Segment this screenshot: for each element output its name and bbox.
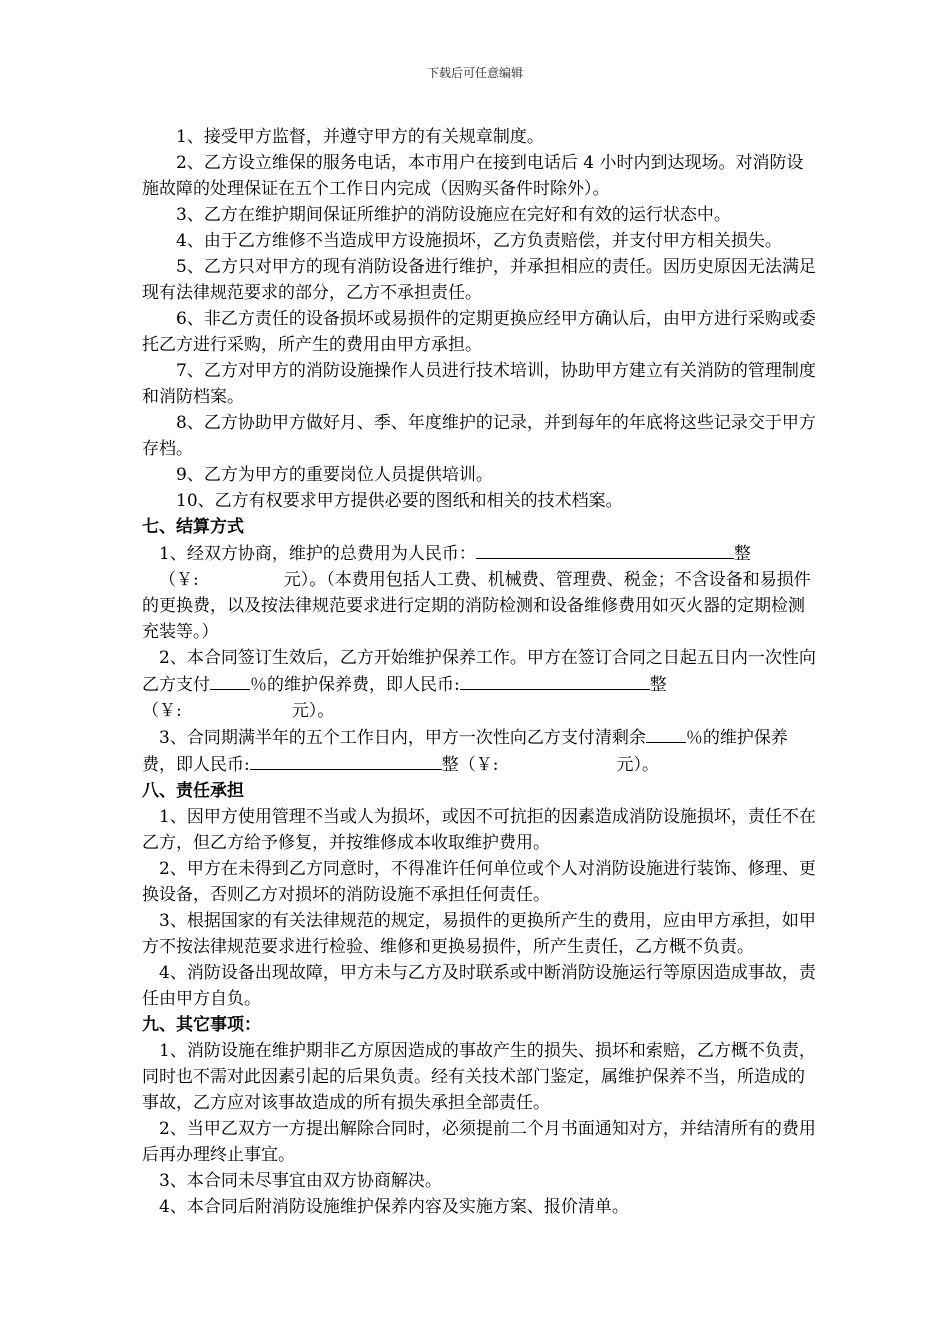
clause-item: 7、乙方对甲方的消防设施操作人员进行技术培训，协助甲方建立有关消防的管理制度和消防档案。 bbox=[142, 361, 816, 407]
other-item: 2、当甲乙双方一方提出解除合同时，必须提前二个月书面通知对方，并结清所有的费用后再办理终止事宜。 bbox=[142, 1119, 816, 1165]
liability-item: 4、消防设备出现故障，甲方未与乙方及时联系或中断消防设施运行等原因造成事故，责任由甲方自负。 bbox=[142, 963, 816, 1009]
settlement-text: 1、经双方协商，维护的总费用为人民币： bbox=[159, 544, 476, 564]
clause-item: 9、乙方为甲方的重要岗位人员提供培训。 bbox=[176, 465, 493, 485]
other-item: 1、消防设施在维护期非乙方原因造成的事故产生的损失、损坏和索赔，乙方概不负责，同时也不需对此因素引起的后果负责。经有关技术部门鉴定，属维护保养不当，所造成的事故，乙方应对该事故造成的所有损失承担全部责任。 bbox=[142, 1041, 816, 1113]
settlement-text: 整（￥: bbox=[441, 755, 499, 775]
clause-item: 10、乙方有权要求甲方提供必要的图纸和相关的技术档案。 bbox=[176, 491, 623, 511]
settlement-text: 整 bbox=[649, 675, 667, 695]
clause-item: 2、乙方设立维保的服务电话，本市用户在接到电话后 4 小时内到达现场。对消防设施故障的处理保证在五个工作日内完成（因购买备件时除外）。 bbox=[142, 153, 804, 199]
settlement-text: 整 bbox=[733, 544, 751, 564]
settlement-text: （￥: bbox=[142, 701, 182, 721]
settlement-paragraph-2 bbox=[142, 645, 817, 724]
clause-item: 3、乙方在维护期间保证所维护的消防设施应在完好和有效的运行状态中。 bbox=[176, 205, 731, 225]
header-note: 下载后可任意编辑 bbox=[426, 66, 523, 80]
settlement-text: 元）。 bbox=[616, 755, 659, 775]
settlement-text: （￥: bbox=[159, 570, 199, 590]
section-heading-settlement: 七、结算方式 bbox=[142, 517, 244, 537]
settlement-text: ％的维护保养费，即人民币: bbox=[142, 728, 788, 775]
settlement-paragraph-3 bbox=[142, 724, 817, 778]
settlement-text: 3、合同期满半年的五个工作日内，甲方一次性向乙方支付清剩余 bbox=[159, 728, 646, 748]
settlement-text: 元）。 bbox=[291, 701, 335, 721]
percent-blank bbox=[646, 724, 686, 743]
other-item: 3、本合同未尽事宜由双方协商解决。 bbox=[159, 1171, 442, 1191]
clause-item: 8、乙方协助甲方做好月、季、年度维护的记录，并到每年的年底将这些记录交于甲方存档。 bbox=[142, 413, 816, 459]
section-heading-other: 九、其它事项： bbox=[142, 1015, 261, 1035]
settlement-text: ％的维护保养费，即人民币: bbox=[250, 675, 460, 695]
clause-item: 5、乙方只对甲方的现有消防设备进行维护，并承担相应的责任。因历史原因无法满足现有法律规范要求的部分，乙方不承担责任。 bbox=[142, 257, 816, 303]
settlement-text: 2、本合同签订生效后，乙方开始维护保养工作。甲方在签订合同之日起五日内一次性向乙方支付 bbox=[142, 648, 816, 695]
liability-item: 3、根据国家的有关法律规范的规定，易损件的更换所产生的费用，应由甲方承担，如甲方不按法律规范要求进行检验、维修和更换易损件，所产生责任，乙方概不负责。 bbox=[142, 911, 816, 957]
amount-blank bbox=[250, 751, 442, 770]
settlement-text: 元）。（本费用包括人工费、机械费、管理费、税金；不含设备和易损件的更换费，以及按法律规范要求进行定期的消防检测和设备维修费用如灭火器的定期检测充装等。） bbox=[142, 570, 811, 642]
percent-blank bbox=[210, 671, 250, 690]
section-heading-liability: 八、责任承担 bbox=[142, 781, 244, 801]
liability-item: 2、甲方在未得到乙方同意时，不得准许任何单位或个人对消防设施进行装饰、修理、更换设备，否则乙方对损坏的消防设施不承担任何责任。 bbox=[142, 859, 816, 905]
settlement-paragraph-1 bbox=[142, 540, 817, 645]
clause-item: 1、接受甲方监督，并遵守甲方的有关规章制度。 bbox=[176, 127, 544, 147]
liability-item: 1、因甲方使用管理不当或人为损坏，或因不可抗拒的因素造成消防设施损坏，责任不在乙方，但乙方给予修复，并按维修成本收取维护费用。 bbox=[142, 807, 816, 853]
amount-blank bbox=[476, 540, 734, 559]
other-item: 4、本合同后附消防设施维护保养内容及实施方案、报价清单。 bbox=[159, 1197, 629, 1217]
clause-item: 6、非乙方责任的设备损坏或易损件的定期更换应经甲方确认后，由甲方进行采购或委托乙方进行采购，所产生的费用由甲方承担。 bbox=[142, 309, 816, 355]
clause-item: 4、由于乙方维修不当造成甲方设施损坏，乙方负责赔偿，并支付甲方相关损失。 bbox=[176, 231, 782, 251]
amount-blank bbox=[460, 671, 650, 690]
document-body bbox=[142, 124, 817, 1220]
